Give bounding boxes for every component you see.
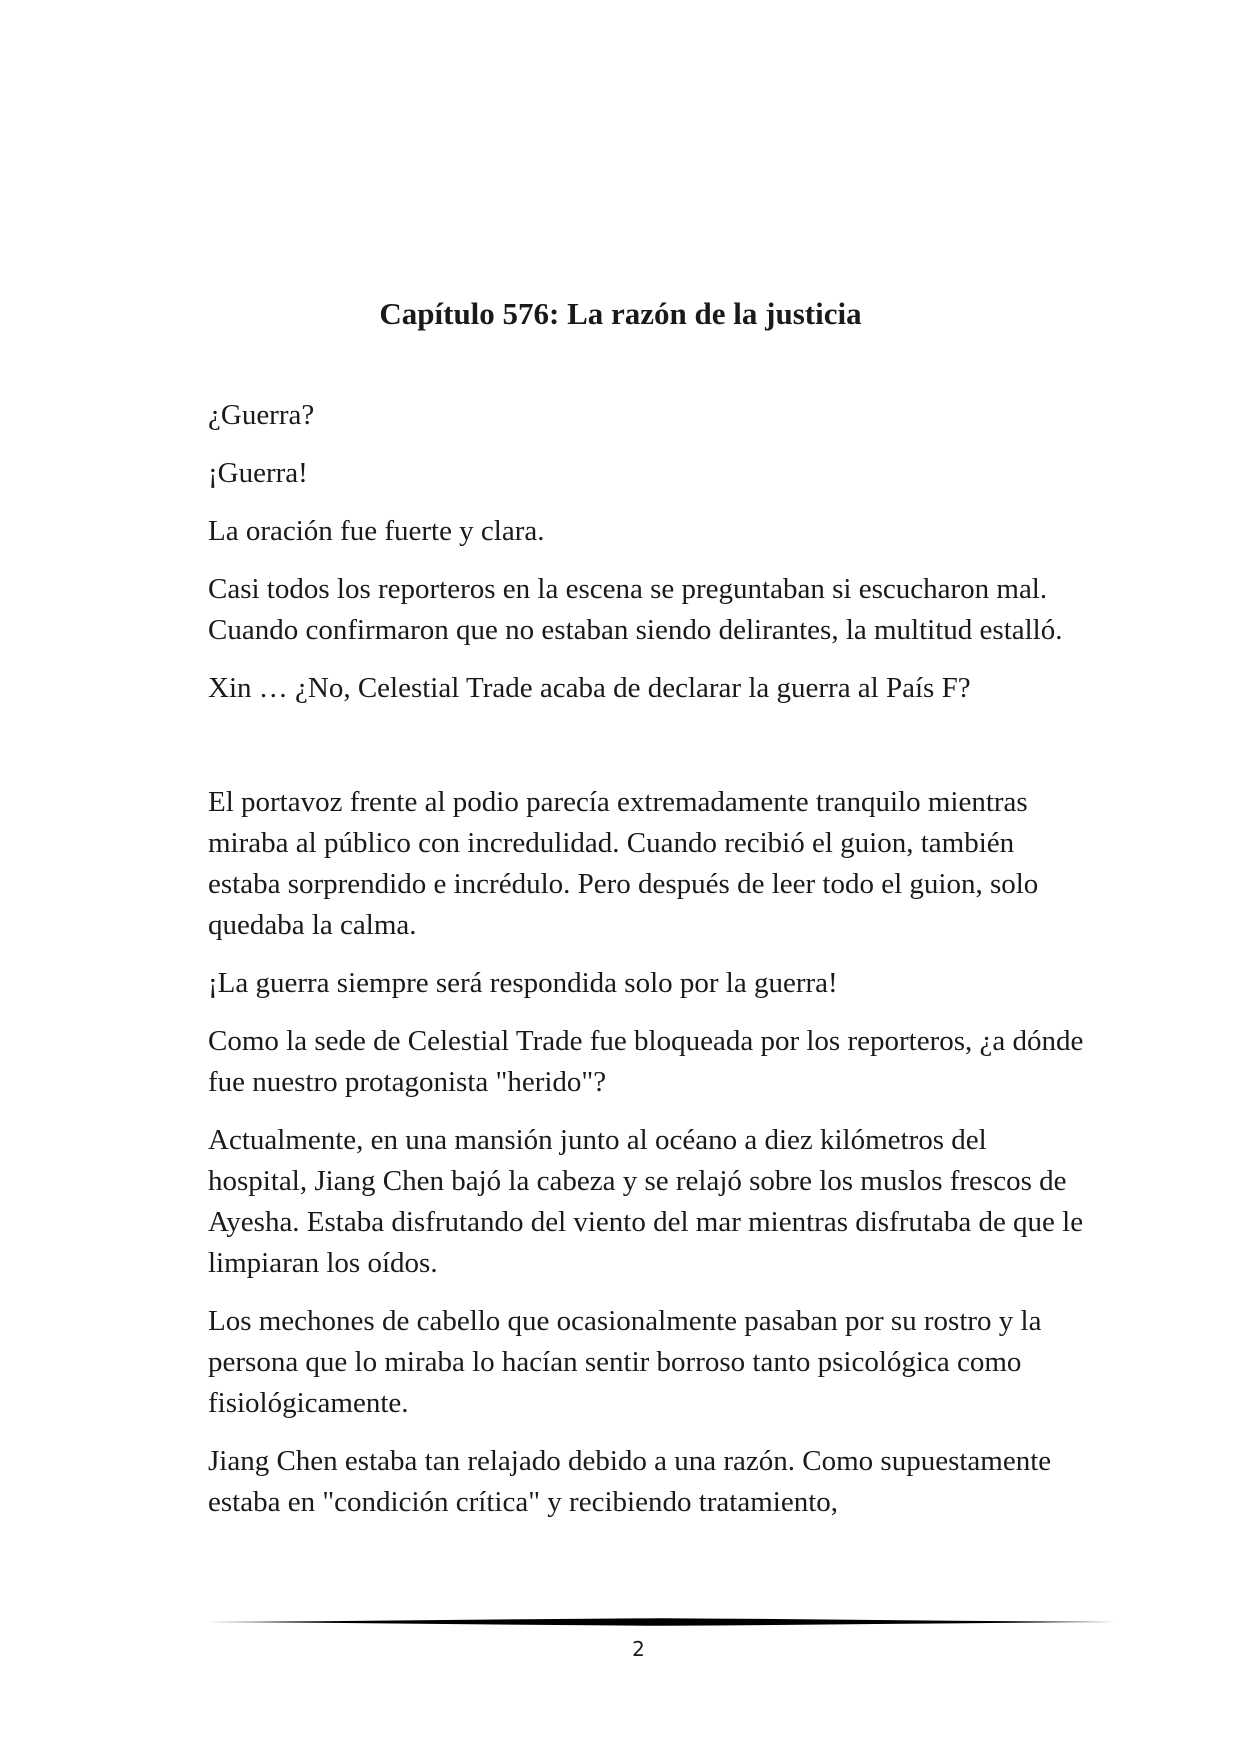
paragraph: Actualmente, en una mansión junto al océano a diez kilómetros del hospital, Jiang Chen bajó la cabeza y se relajó sobre los muslos frescos de Ayesha. Estaba disfrutando del viento del mar mientras disfrutaba de que le limpiaran los oídos. — [208, 1124, 1084, 1279]
paragraph: Como la sede de Celestial Trade fue bloqueada por los reporteros, ¿a dónde fue nuestro protagonista "herido"? — [208, 1025, 1084, 1098]
paragraph: Xin … ¿No, Celestial Trade acaba de declarar la guerra al País F? — [208, 672, 971, 704]
paragraph: Casi todos los reporteros en la escena se preguntaban si escucharon mal. Cuando confirmaron que no estaban siendo delirantes, la multitud estalló. — [208, 573, 1063, 646]
paragraph: La oración fue fuerte y clara. — [208, 515, 545, 547]
section-gap — [208, 726, 1088, 782]
footer-divider — [207, 1617, 1115, 1627]
chapter-title: Capítulo 576: La razón de la justicia — [379, 296, 862, 331]
paragraph: Jiang Chen estaba tan relajado debido a una razón. Como supuestamente estaba en "condición crítica" y recibiendo tratamiento, — [208, 1445, 1052, 1518]
paragraph: Los mechones de cabello que ocasionalmente pasaban por su rostro y la persona que lo miraba lo hacían sentir borroso tanto psicológica como fisiológicamente. — [208, 1305, 1042, 1419]
paragraph: ¿Guerra? — [208, 399, 315, 431]
page-number: 2 — [632, 1637, 645, 1661]
paragraph: ¡Guerra! — [208, 457, 308, 489]
chapter-body — [208, 395, 1088, 1540]
paragraph: ¡La guerra siempre será respondida solo por la guerra! — [208, 967, 838, 999]
paragraph: El portavoz frente al podio parecía extremadamente tranquilo mientras miraba al público con incredulidad. Cuando recibió el guion, también estaba sorprendido e incrédulo. Pero después de leer todo el guion, solo quedaba la calma. — [208, 786, 1039, 941]
